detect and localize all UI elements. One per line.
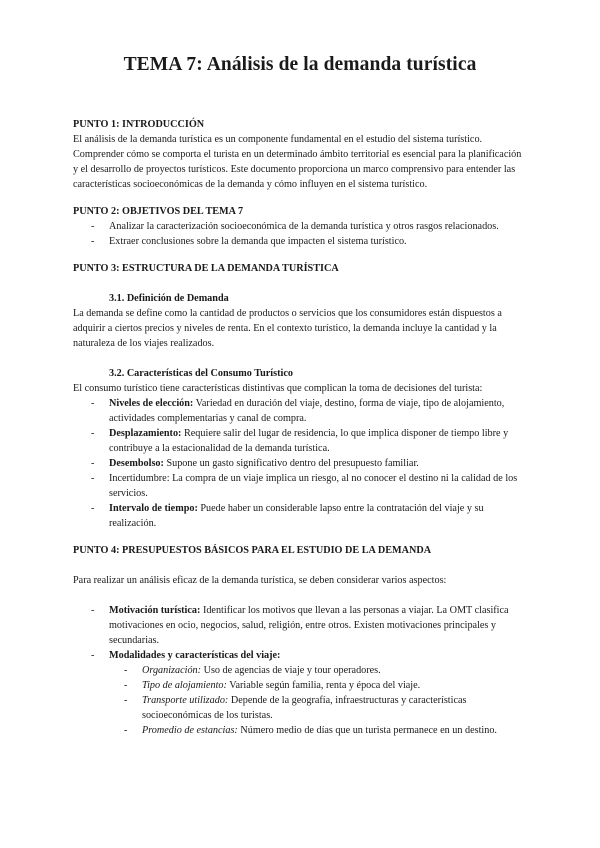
section-heading: PUNTO 1: INTRODUCCIÓN — [73, 119, 205, 130]
list-item: - Incertidumbre: La compra de un viaje implica un riesgo, al no conocer el destino ni la calidad de los servicios. — [73, 471, 527, 501]
list-item: - Motivación turística: Identificar los motivos que llevan a las personas a viajar. La OMT clasifica motivaciones en ocio, negocios, salud, religión, entre otros. Existen motivaciones principales y secundarias. — [73, 603, 527, 648]
list-item: - Tipo de alojamiento: Variable según familia, renta y época del viaje. — [73, 678, 527, 693]
paragraph: La demanda se define como la cantidad de productos o servicios que los consumidores están dispuestos a adquirir a ciertos precios y niveles de renta. En el contexto turístico, la demanda incluye la cantidad y la naturaleza de los viajes realizados. — [73, 308, 502, 349]
list-item: - Transporte utilizado: Depende de la geografía, infraestructuras y características socioeconómicas de los turistas. — [73, 693, 527, 723]
list-item: - Niveles de elección: Variedad en duración del viaje, destino, forma de viaje, tipo de alojamiento, actividades complementarias y canal de compra. — [73, 396, 527, 426]
section-introduccion — [73, 117, 527, 192]
subsection-heading: 3.2. Características del Consumo Turístico — [109, 368, 293, 379]
section-presupuestos — [73, 543, 527, 738]
subsection-heading: 3.1. Definición de Demanda — [109, 293, 229, 304]
paragraph: El consumo turístico tiene características distintivas que complican la toma de decisiones del turista: — [73, 383, 483, 394]
section-heading: PUNTO 2: OBJETIVOS DEL TEMA 7 — [73, 206, 244, 217]
objectives-list — [73, 219, 527, 249]
consumption-features-list — [73, 396, 527, 531]
section-objetivos — [73, 204, 527, 249]
document-title: TEMA 7: Análisis de la demanda turística — [123, 54, 477, 75]
document-page — [73, 52, 527, 738]
list-item: - Modalidades y características del viaje: - Organización: Uso de agencias de viaje y tour operadores. - Tipo de alojamiento: Variable según familia, renta y época del viaje. - Transporte utilizado: Depende de la geografía, infraestructuras y características socioeconómicas de los turistas. - Promedio de estancias: Número medio de días que un turista permanece en un destino. — [73, 648, 527, 738]
list-item: - Desembolso: Supone un gasto significativo dentro del presupuesto familiar. — [73, 456, 527, 471]
list-item: - Extraer conclusiones sobre la demanda que impacten el sistema turístico. — [73, 234, 527, 249]
paragraph: El análisis de la demanda turística es un componente fundamental en el estudio del sistema turístico. Comprender cómo se comporta el turista en un determinado ámbito territorial es esencial para la planificación y el desarrollo de proyectos turísticos. Este documento proporciona un marco comprensivo para entender las características socioeconómicas de la demanda y cómo influyen en el sistema turístico. — [73, 134, 522, 190]
section-heading: PUNTO 3: ESTRUCTURA DE LA DEMANDA TURÍSTICA — [73, 263, 339, 274]
list-item: - Desplazamiento: Requiere salir del lugar de residencia, lo que implica disponer de tiempo libre y contribuye a la estacionalidad de la demanda turística. — [73, 426, 527, 456]
travel-modalities-list — [73, 663, 527, 738]
section-heading: PUNTO 4: PRESUPUESTOS BÁSICOS PARA EL ESTUDIO DE LA DEMANDA — [73, 545, 432, 556]
list-item: - Promedio de estancias: Número medio de días que un turista permanece en un destino. — [73, 723, 527, 738]
list-item: - Analizar la caracterización socioeconómica de la demanda turística y otros rasgos relacionados. — [73, 219, 527, 234]
list-item: - Intervalo de tiempo: Puede haber un considerable lapso entre la contratación del viaje y su realización. — [73, 501, 527, 531]
list-item: - Organización: Uso de agencias de viaje y tour operadores. — [73, 663, 527, 678]
presupuestos-list — [73, 603, 527, 738]
section-estructura — [73, 261, 527, 531]
paragraph: Para realizar un análisis eficaz de la demanda turística, se deben considerar varios aspectos: — [73, 575, 447, 586]
